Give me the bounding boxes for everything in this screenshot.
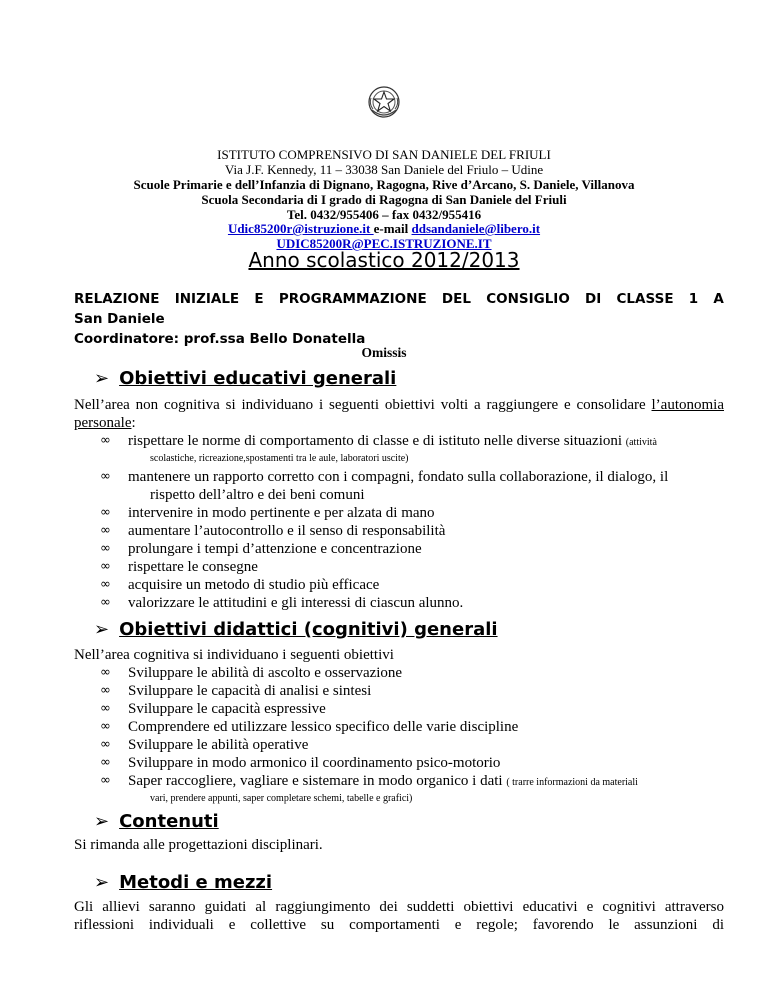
pec-link[interactable]: UDIC85200R@PEC.ISTRUZIONE.IT — [276, 236, 492, 251]
list-item: ∞ rispettare le norme di comportamento di classe e di istituto nelle diverse situazioni (attività scolastiche, ricreazione,spostamenti tra le aule, laboratori uscite) — [100, 433, 657, 464]
section-title: Metodi e mezzi — [119, 872, 273, 893]
school-year-title: Anno scolastico 2012/2013 — [248, 248, 520, 272]
title-word: INIZIALE — [174, 291, 240, 307]
section-intro: Nell’area cognitiva si individuano i seguenti obiettivi — [74, 647, 394, 663]
email-label: e-mail — [373, 221, 412, 236]
list-item: ∞ prolungare i tempi d’attenzione e concentrazione — [100, 541, 422, 557]
list-item: ∞ acquisire un metodo di studio più efficace — [100, 577, 380, 593]
list-item: ∞ aumentare l’autocontrollo e il senso di responsabilità — [100, 523, 446, 539]
bullet-icon: ∞ — [100, 683, 111, 698]
methods-line1: Gli allievi saranno guidati al raggiungimento dei suddetti obiettivi educativi e cognitivi attraverso — [74, 899, 724, 915]
title-word: E — [254, 291, 264, 307]
bullet-icon: ∞ — [100, 541, 111, 556]
bullet-icon: ∞ — [100, 433, 111, 448]
didactic-objectives-list — [74, 664, 724, 772]
methods-line2: riflessioni individuali e collettive su comportamenti e regole; favorendo le assunzioni di — [74, 917, 724, 933]
section-title: Obiettivi educativi generali — [119, 368, 397, 389]
report-title-line1 — [74, 289, 724, 309]
school-name: ISTITUTO COMPRENSIVO DI SAN DANIELE DEL FRIULI — [217, 147, 551, 162]
list-item: ∞ Saper raccogliere, vagliare e sistemare in modo organico i dati ( trarre informazioni da materiali vari, prendere appunti, saper completare schemi, tabelle e grafici) — [100, 773, 638, 804]
title-word: CONSIGLIO — [486, 291, 570, 307]
bullet-icon: ∞ — [100, 701, 111, 716]
list-item: ∞ valorizzare le attitudini e gli interessi di ciascun alunno. — [100, 595, 464, 611]
title-word: DI — [585, 291, 602, 307]
arrow-bullet-icon: ➢ — [94, 811, 110, 832]
list-item: ∞ Sviluppare le abilità operative — [100, 737, 309, 753]
list-item: ∞ Sviluppare le capacità espressive — [100, 701, 326, 717]
list-item: ∞ intervenire in modo pertinente e per alzata di mano — [100, 505, 435, 521]
bullet-icon: ∞ — [100, 469, 111, 484]
school-phone: Tel. 0432/955406 – fax 0432/955416 — [286, 207, 482, 222]
list-item: ∞ Sviluppare le abilità di ascolto e osservazione — [100, 665, 403, 681]
section-heading-contents — [94, 811, 219, 832]
arrow-bullet-icon: ➢ — [94, 619, 110, 640]
italian-republic-emblem-icon — [366, 84, 402, 120]
bullet-icon: ∞ — [100, 595, 111, 610]
arrow-bullet-icon: ➢ — [94, 872, 110, 893]
section-heading-didactic — [94, 619, 498, 640]
title-word: DEL — [441, 291, 471, 307]
email-link-libero[interactable]: ddsandaniele@libero.it — [411, 221, 541, 236]
section-heading-methods — [94, 872, 272, 893]
didactic-objectives-list-last — [74, 772, 724, 806]
title-word: PROGRAMMAZIONE — [278, 291, 427, 307]
section-intro: Nell’area non cognitiva si individuano i seguenti obiettivi volti a raggiungere e consolidare l’autonomia personale: — [74, 397, 724, 431]
list-item: ∞ Sviluppare in modo armonico il coordinamento psico-motorio — [100, 755, 501, 771]
list-item: ∞ Comprendere ed utilizzare lessico specifico delle varie discipline — [100, 719, 519, 735]
report-title-line2: San Daniele — [74, 311, 165, 327]
school-emails — [0, 221, 768, 237]
educational-objectives-list — [74, 432, 724, 504]
section-title: Obiettivi didattici (cognitivi) generali — [119, 619, 498, 640]
bullet-icon: ∞ — [100, 665, 111, 680]
section-heading-educational — [94, 368, 396, 389]
bullet-icon: ∞ — [100, 719, 111, 734]
bullet-icon: ∞ — [100, 755, 111, 770]
arrow-bullet-icon: ➢ — [94, 368, 110, 389]
list-item: ∞ rispettare le consegne — [100, 559, 258, 575]
bullet-icon: ∞ — [100, 577, 111, 592]
educational-objectives-list-rest — [74, 504, 724, 612]
omissis-label: Omissis — [361, 345, 407, 360]
bullet-icon: ∞ — [100, 559, 111, 574]
bullet-icon: ∞ — [100, 505, 111, 520]
list-item: ∞ mantenere un rapporto corretto con i compagni, fondato sulla collaborazione, il dialogo, il rispetto dell’altro e dei beni comuni — [100, 469, 669, 503]
bullet-icon: ∞ — [100, 737, 111, 752]
list-item: ∞ Sviluppare le capacità di analisi e sintesi — [100, 683, 372, 699]
bullet-icon: ∞ — [100, 773, 111, 788]
title-word: RELAZIONE — [74, 291, 160, 307]
section-title: Contenuti — [119, 811, 219, 832]
contents-text: Si rimanda alle progettazioni disciplinari. — [74, 837, 323, 853]
bullet-icon: ∞ — [100, 523, 111, 538]
title-word: 1 — [688, 291, 699, 307]
coordinator: Coordinatore: prof.ssa Bello Donatella — [74, 331, 366, 347]
school-address: Via J.F. Kennedy, 11 – 33038 San Daniele del Friulo – Udine — [224, 162, 544, 177]
email-link-istruzione[interactable]: Udic85200r@istruzione.it — [227, 221, 374, 236]
school-primary-list: Scuole Primarie e dell’Infanzia di Dignano, Ragogna, Rive d’Arcano, S. Daniele, Villanova — [133, 177, 635, 192]
title-word: CLASSE — [616, 291, 674, 307]
school-secondary: Scuola Secondaria di I grado di Ragogna di San Daniele del Friuli — [201, 192, 567, 207]
title-word: A — [713, 291, 724, 307]
report-title — [74, 289, 724, 349]
